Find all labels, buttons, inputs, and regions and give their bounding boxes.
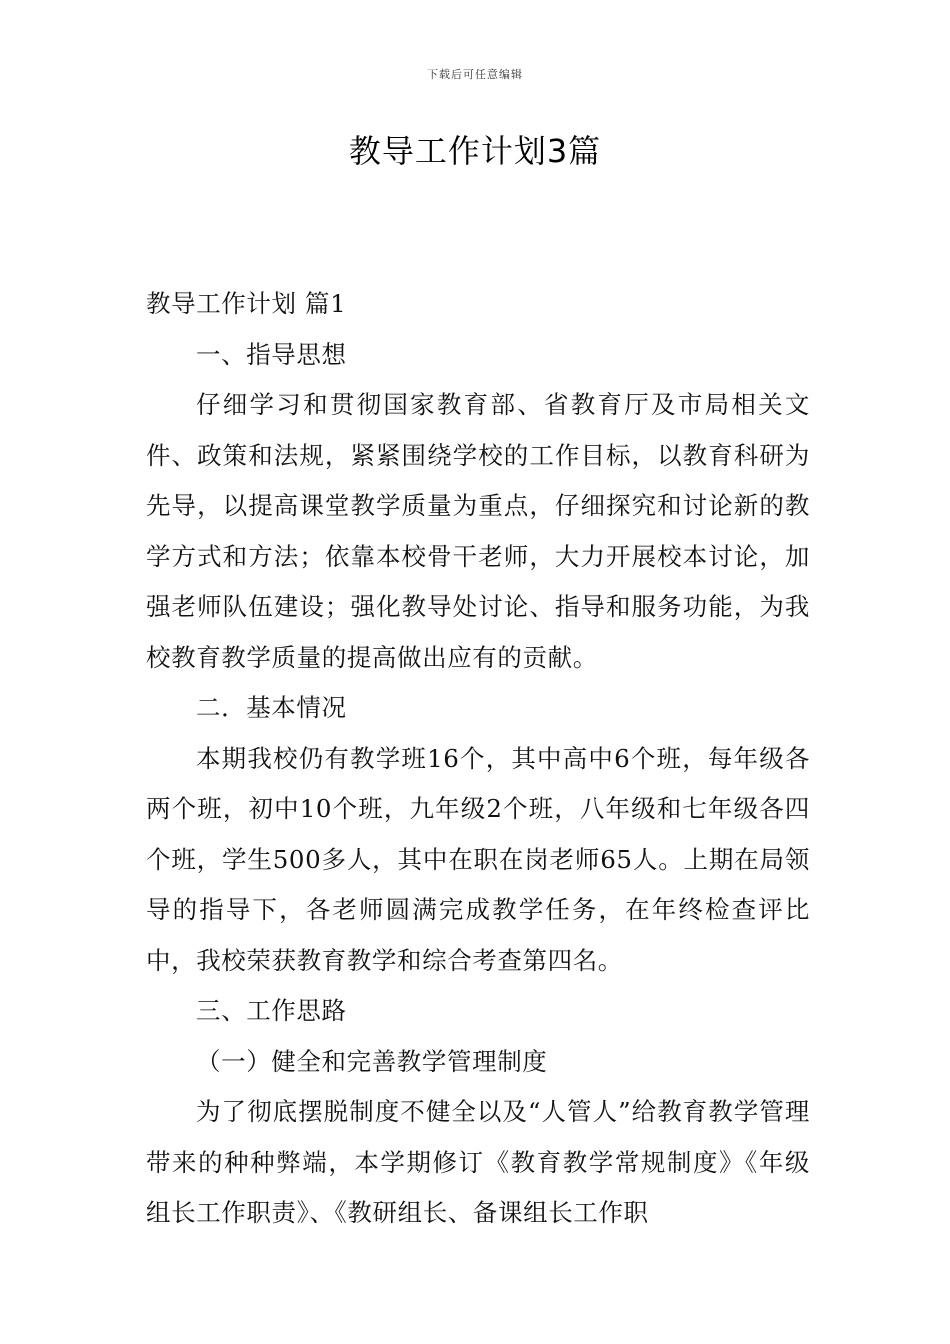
heading-guiding-ideology: 一、指导思想: [196, 339, 347, 369]
header-note: 下载后可任意编辑: [427, 68, 523, 81]
subheading-management-system: （一）健全和完善教学管理制度: [196, 1046, 548, 1076]
heading-basic-situation: 二．基本情况: [196, 693, 347, 722]
paragraph-basic-situation: 本期我校仍有教学班16个，其中高中6个班，每年级各两个班，初中10个班，九年级2个班，八年级和七年级各四个班，学生500多人，其中在职在岗老师65人。上期在局领导的指导下，各老师圆满完成教学任务，在年终检查评比中，我校荣获教育教学和综合考查第四名。: [146, 743, 810, 975]
section-title: 教导工作计划 篇1: [146, 289, 347, 318]
document-title: 教导工作计划3篇: [348, 132, 602, 170]
paragraph-management-system: 为了彻底摆脱制度不健全以及“人管人”给教育教学管理带来的种种弊端，本学期修订《教育教学常规制度》《年级组长工作职责》、《教研组长、备课组长工作职: [146, 1097, 810, 1227]
document-body: [146, 279, 810, 1239]
paragraph-guiding-ideology: 仔细学习和贯彻国家教育部、省教育厅及市局相关文件、政策和法规，紧紧围绕学校的工作目标，以教育科研为先导，以提高课堂教学质量为重点，仔细探究和讨论新的教学方式和方法；依靠本校骨干老师，大力开展校本讨论，加强老师队伍建设；强化教导处讨论、指导和服务功能，为我校教育教学质量的提高做出应有的贡献。: [146, 390, 810, 672]
heading-work-approach: 三、工作思路: [196, 996, 347, 1025]
